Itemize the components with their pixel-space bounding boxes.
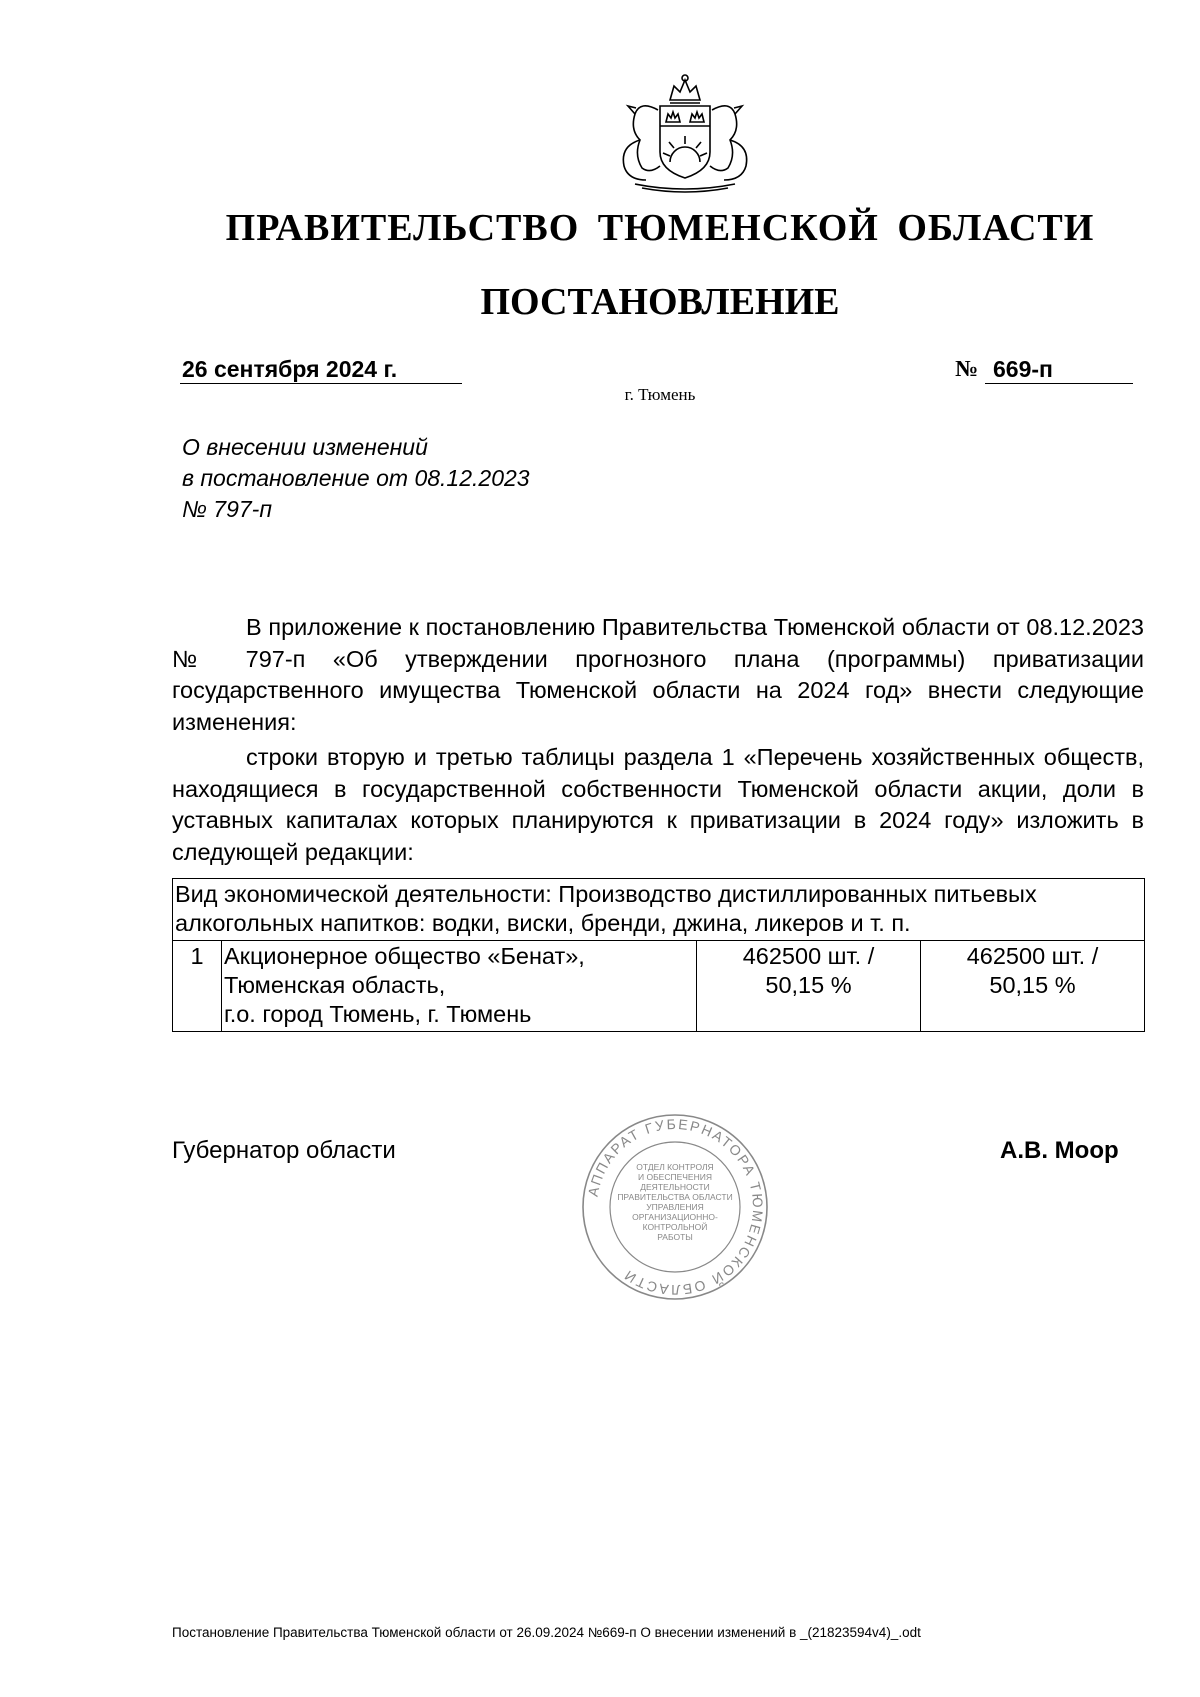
- signatory-role: Губернатор области: [172, 1137, 396, 1164]
- row-number-cell: 1: [173, 941, 222, 1032]
- activity-header-line: Вид экономической деятельности: Производство дистиллированных питьевых: [175, 881, 1037, 907]
- subject-line: в постановление от 08.12.2023: [182, 465, 530, 491]
- table-header-row: [173, 879, 1145, 941]
- document-type: ПОСТАНОВЛЕНИЕ: [480, 281, 840, 323]
- body-paragraph: В приложение к постановлению Правительства Тюменской области от 08.12.2023 № 797-п «Об утверждении прогнозного плана (программы) приватизации государственного имущества Тюменской области на 2024 год» внести следующие изменения:: [172, 614, 1144, 735]
- shares-cell: [920, 941, 1144, 1032]
- company-name-line: г.о. город Тюмень, г. Тюмень: [224, 1001, 532, 1027]
- shares-cell: [697, 941, 921, 1032]
- city: г. Тюмень: [624, 385, 696, 404]
- number-label: №: [955, 356, 979, 381]
- stamp-inner-line: И ОБЕСПЕЧЕНИЯ: [638, 1172, 712, 1182]
- stamp-inner-line: ОРГАНИЗАЦИОННО-: [632, 1212, 718, 1222]
- document-date: 26 сентября 2024 г.: [180, 355, 462, 384]
- activity-header-line: алкогольных напитков: водки, виски, бренди, джина, ликеров и т. п.: [175, 910, 911, 936]
- activity-header-cell: [173, 879, 1145, 941]
- stamp-outer-text: АППАРАТ ГУБЕРНАТОРА ТЮМЕНСКОЙ ОБЛАСТИ: [584, 1115, 767, 1299]
- stamp-inner-line: ПРАВИТЕЛЬСТВА ОБЛАСТИ: [617, 1192, 733, 1202]
- shares-line: 50,15 %: [989, 972, 1076, 998]
- stamp-inner-line: УПРАВЛЕНИЯ: [646, 1202, 704, 1212]
- signatory-name: А.В. Моор: [1000, 1137, 1119, 1164]
- privatization-table: [172, 878, 1145, 1032]
- stamp-inner-line: ОТДЕЛ КОНТРОЛЯ: [636, 1162, 714, 1172]
- shares-line: 462500 шт. /: [742, 943, 875, 969]
- company-name-line: Тюменская область,: [224, 972, 446, 998]
- document-subject: [182, 432, 530, 525]
- document-body: [172, 612, 1144, 872]
- subject-line: О внесении изменений: [182, 434, 428, 460]
- official-stamp-icon: [580, 1112, 770, 1302]
- stamp-inner-line: ДЕЯТЕЛЬНОСТИ: [640, 1182, 710, 1192]
- stamp-inner-line: КОНТРОЛЬНОЙ: [642, 1222, 708, 1232]
- organization-title: ПРАВИТЕЛЬСТВО ТЮМЕНСКОЙ ОБЛАСТИ: [225, 207, 1095, 249]
- table-row: [173, 941, 1145, 1032]
- body-paragraph: строки вторую и третью таблицы раздела 1 «Перечень хозяйственных обществ, находящиеся в государственной собственности Тюменской области акции, доли в уставных капиталах которых планируются к приватизации в 2024 году» изложить в следующей редакции:: [172, 744, 1144, 865]
- company-name-line: Акционерное общество «Бенат»,: [224, 943, 585, 969]
- stamp-inner-line: РАБОТЫ: [657, 1232, 693, 1242]
- company-name-cell: [222, 941, 697, 1032]
- subject-line: № 797-п: [182, 496, 272, 522]
- document-number: 669-п: [985, 355, 1133, 384]
- shares-line: 462500 шт. /: [966, 943, 1099, 969]
- document-footer: Постановление Правительства Тюменской области от 26.09.2024 №669-п О внесении изменений в _(21823594v4)_.odt: [172, 1625, 921, 1640]
- shares-line: 50,15 %: [765, 972, 852, 998]
- coat-of-arms-icon: [590, 70, 780, 195]
